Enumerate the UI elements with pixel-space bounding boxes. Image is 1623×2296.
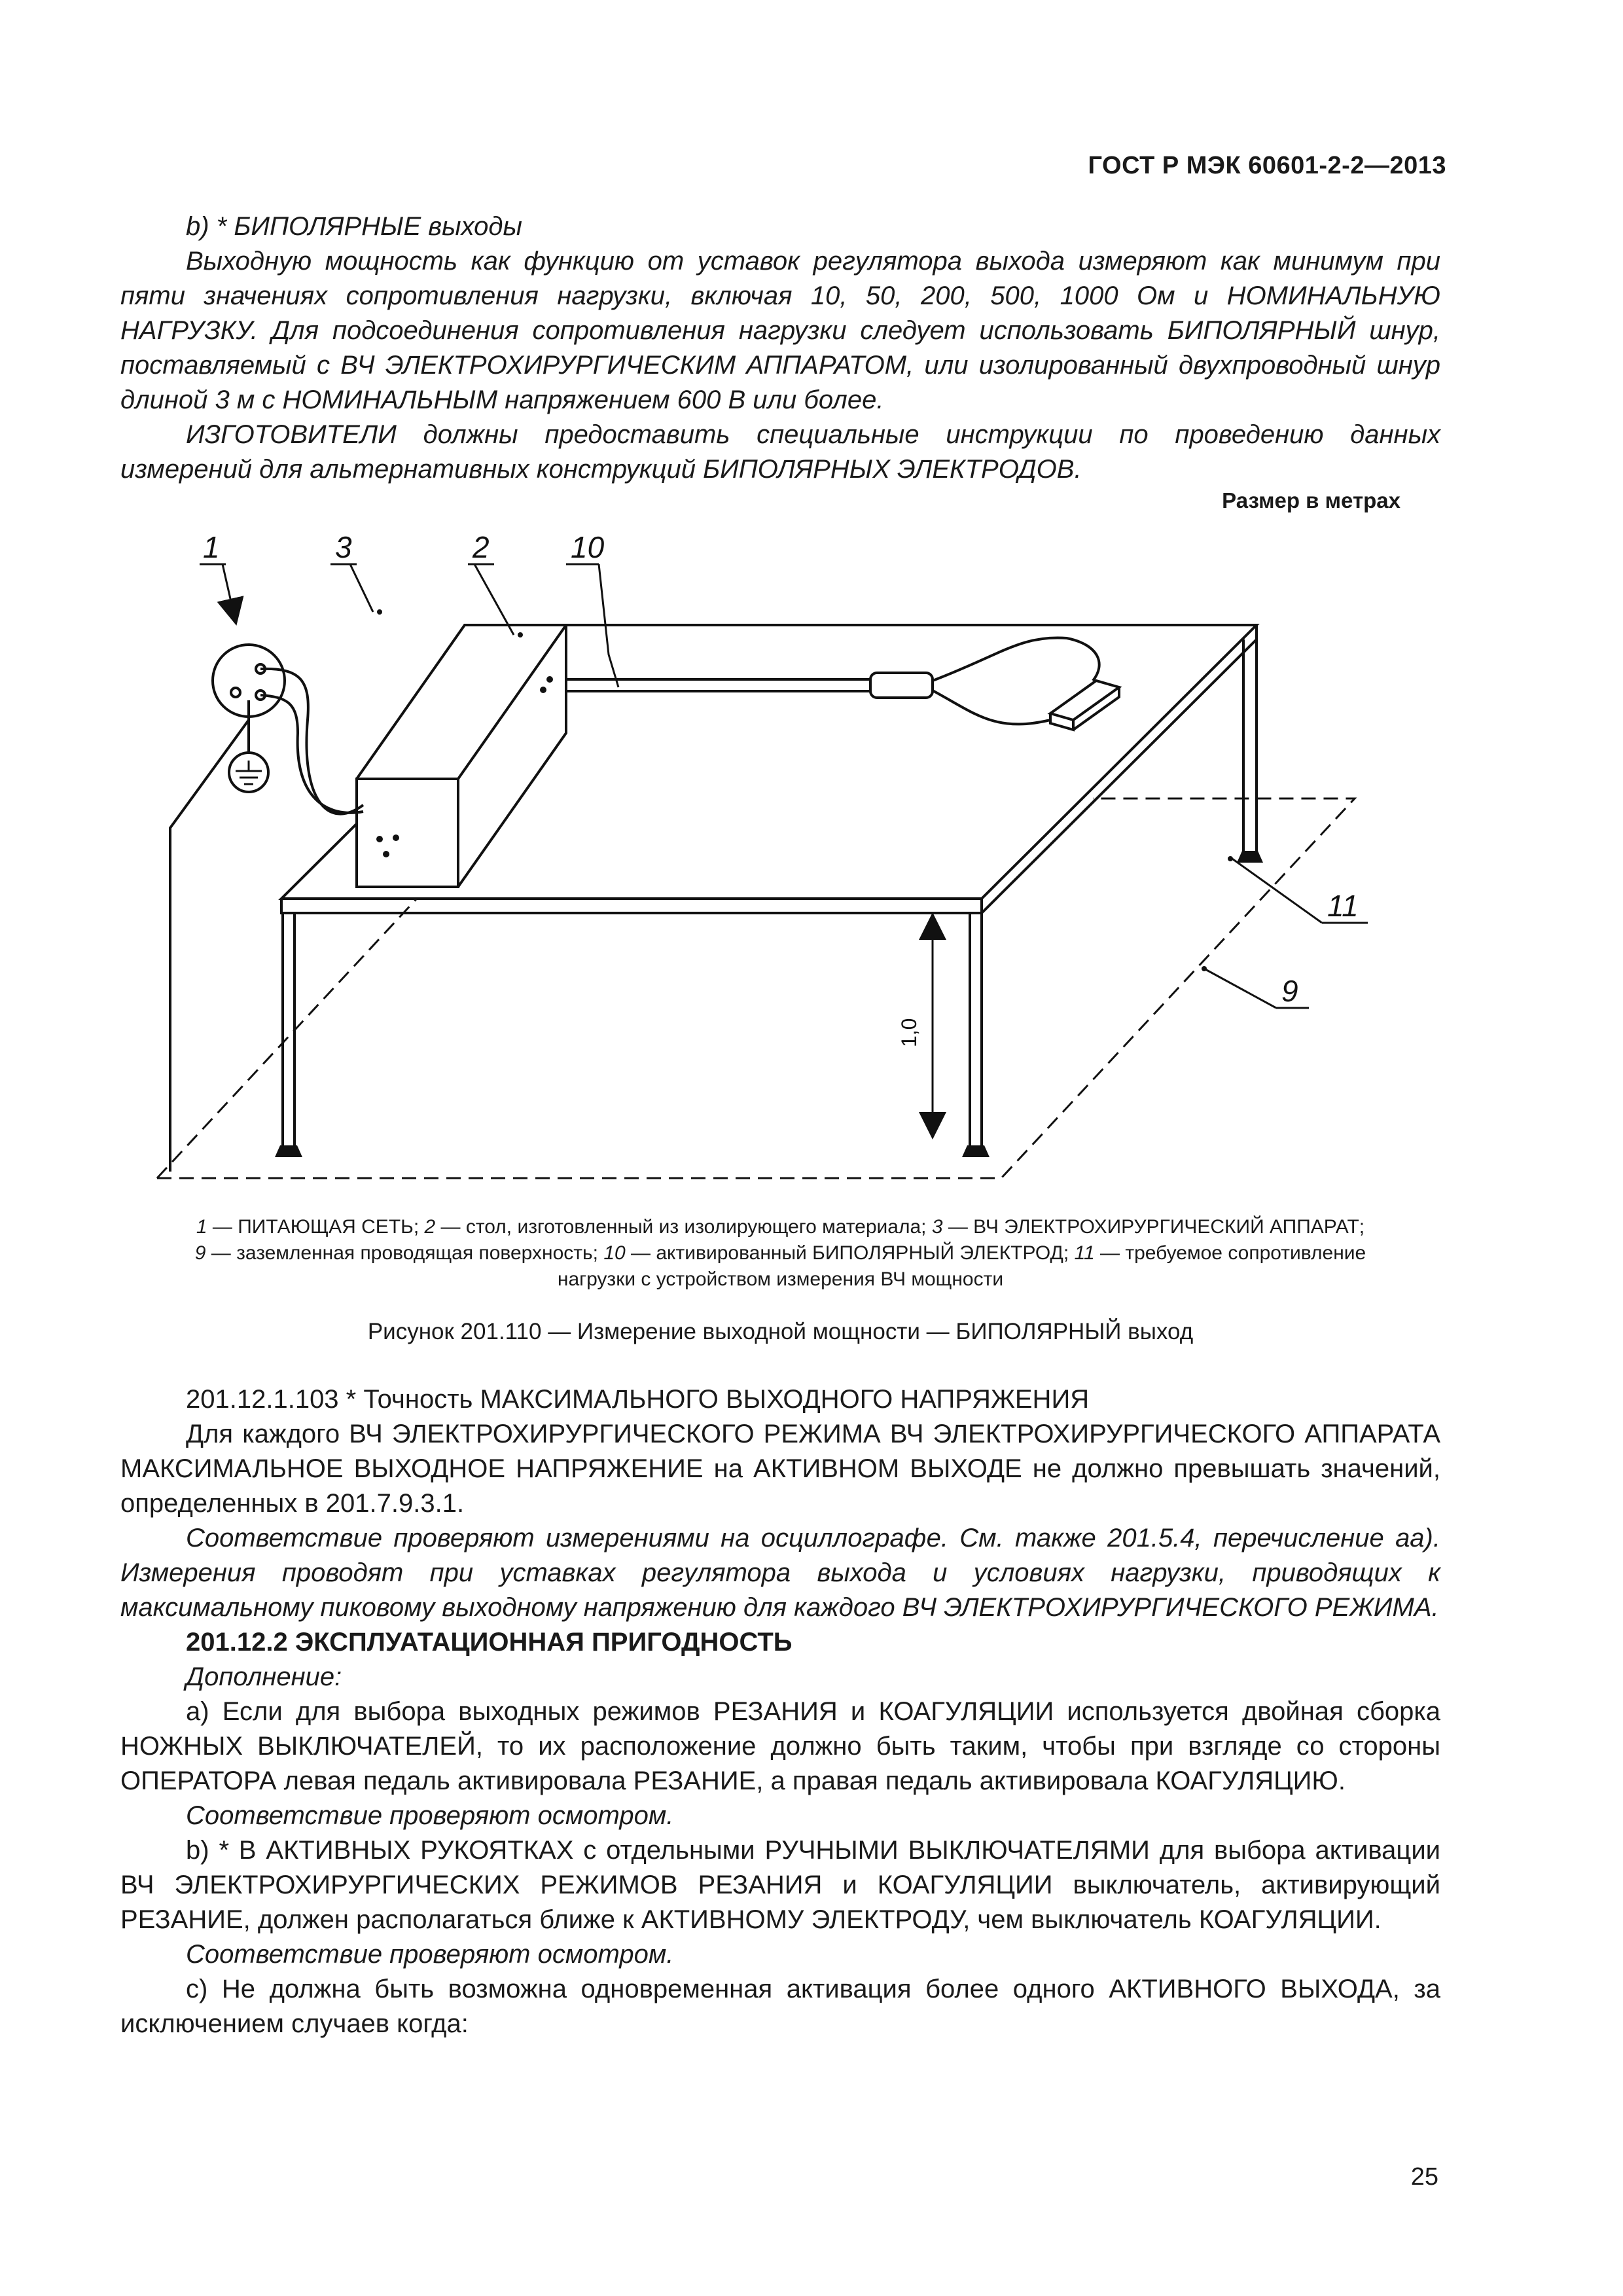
figure-diagram [131,524,1440,1204]
section-heading: 201.12.2 ЭКСПЛУАТАЦИОННАЯ ПРИГОДНОСТЬ [186,1628,793,1657]
main-body [120,1382,1440,2041]
section-title: b) * БИПОЛЯРНЫЕ выходы [186,212,522,241]
list-item: b) * В АКТИВНЫХ РУКОЯТКАХ с отдельными РУЧНЫМИ ВЫКЛЮЧАТЕЛЯМИ для выбора активации ВЧ ЭЛЕКТРОХИРУРГИЧЕСКИХ РЕЖИМОВ РЕЗАНИЯ и КОАГУЛЯЦИИ выключатель, активирующий РЕЗАНИЕ, должен располагаться ближе к АКТИВНОМУ ЭЛЕКТРОДУ, чем выключатель КОАГУЛЯЦИИ. [120,1836,1440,1934]
compliance-note: Соответствие проверяют осмотром. [186,1940,674,1969]
document-header: ГОСТ Р МЭК 60601-2-2—2013 [1088,152,1446,179]
callout-1: 1 [203,530,220,564]
figure-caption: Рисунок 201.110 — Измерение выходной мощности — БИПОЛЯРНЫЙ выход [367,1319,1194,1344]
bipolar-electrode [870,673,933,698]
callout-11: 11 [1327,889,1359,923]
paragraph: Для каждого ВЧ ЭЛЕКТРОХИРУРГИЧЕСКОГО РЕЖИМА ВЧ ЭЛЕКТРОХИРУРГИЧЕСКОГО АППАРАТА МАКСИМАЛЬНОЕ ВЫХОДНОЕ НАПРЯЖЕНИЕ на АКТИВНОМ ВЫХОДЕ не должно превышать значений, определенных в 201.7.9.3.1. [120,1420,1440,1518]
section-heading: 201.12.1.103 * Точность МАКСИМАЛЬНОГО ВЫХОДНОГО НАПРЯЖЕНИЯ [186,1385,1090,1414]
paragraph: Выходную мощность как функцию от уставок регулятора выхода измеряют как минимум при пяти значениях сопротивления нагрузки, включая 10, 50, 200, 500, 1000 Ом и НОМИНАЛЬНУЮ НАГРУЗКУ. Для подсоединения сопротивления нагрузки следует использовать БИПОЛЯРНЫЙ шнур, поставляемый с ВЧ ЭЛЕКТРОХИРУРГИЧЕСКИМ АППАРАТОМ, или изолированный двухпроводный шнур длиной 3 м с НОМИНАЛЬНЫМ напряжением 600 В или более. [120,247,1440,414]
list-item: а) Если для выбора выходных режимов РЕЗАНИЯ и КОАГУЛЯЦИИ используется двойная сборка НОЖНЫХ ВЫКЛЮЧАТЕЛЕЙ, то их расположение должно быть таким, чтобы при взгляде со стороны ОПЕРАТОРА левая педаль активировала РЕЗАНИЕ, а правая педаль активировала КОАГУЛЯЦИЮ. [120,1697,1440,1795]
callout-3: 3 [335,530,352,564]
list-item: с) Не должна быть возможна одновременная активация более одного АКТИВНОГО ВЫХОДА, за исключением случаев когда: [120,1975,1440,2038]
addition-label: Дополнение: [186,1662,342,1691]
paragraph: ИЗГОТОВИТЕЛИ должны предоставить специальные инструкции по проведению данных измерений для альтернативных конструкций БИПОЛЯРНЫХ ЭЛЕКТРОДОВ. [120,420,1440,484]
figure-legend: 1 — ПИТАЮЩАЯ СЕТЬ; 2 — стол, изготовленный из изолирующего материала; 3 — ВЧ ЭЛЕКТРОХИРУРГИЧЕСКИЙ АППАРАТ; 9 — заземленная проводящая поверхность; 10 — активированный БИПОЛЯРНЫЙ ЭЛЕКТРОД; 11 — требуемое сопротивление нагрузки с устройством измерения ВЧ мощности [194,1216,1366,1290]
paragraph: Соответствие проверяют измерениями на осциллографе. См. также 201.5.4, перечисление аа). Измерения проводят при уставках регулятора выхода и условиях нагрузки, приводящих к максимальному пиковому выходному напряжению для каждого ВЧ ЭЛЕКТРОХИРУРГИЧЕСКОГО РЕЖИМА. [120,1524,1440,1622]
page-number: 25 [1410,2163,1438,2191]
callout-2: 2 [473,530,490,564]
earth-symbol [229,753,268,792]
section-bipolar-outputs [120,209,1440,487]
compliance-note: Соответствие проверяют осмотром. [186,1801,674,1830]
callout-9: 9 [1281,974,1298,1008]
dimension-label: 1,0 [897,1018,921,1047]
size-note: Размер в метрах [1222,488,1400,512]
callout-10: 10 [571,530,605,564]
